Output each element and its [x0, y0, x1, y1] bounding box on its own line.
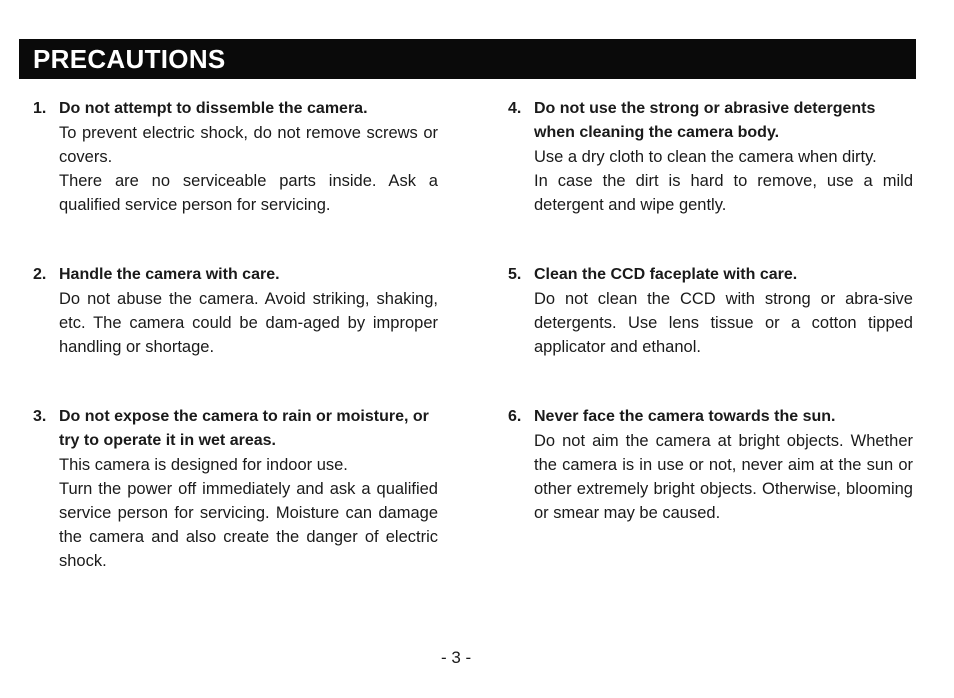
- precaution-item-3: [33, 405, 438, 573]
- page-title: PRECAUTIONS: [33, 44, 226, 74]
- left-column: [33, 97, 438, 573]
- item-heading: Do not attempt to dissemble the camera.: [59, 100, 368, 117]
- precaution-item-2: [33, 263, 438, 359]
- item-body: This camera is designed for indoor use.: [59, 456, 348, 474]
- item-number: 1.: [33, 100, 47, 117]
- precaution-item-4: [508, 97, 913, 217]
- page-number: - 3 -: [441, 648, 472, 667]
- precaution-item-1: [33, 97, 438, 217]
- item-body: Do not aim the camera at bright objects. Whether the camera is in use or not, never aim at the sun or other extremely bright objects. Otherwise, blooming or smear may be caused.: [534, 432, 913, 522]
- item-body: Do not abuse the camera. Avoid striking, shaking, etc. The camera could be dam-aged by improper handling or shortage.: [59, 290, 438, 356]
- item-body: To prevent electric shock, do not remove screws or covers.: [59, 124, 438, 166]
- item-heading: Handle the camera with care.: [59, 266, 280, 283]
- item-body: There are no serviceable parts inside. Ask a qualified service person for servicing.: [59, 172, 438, 214]
- precaution-item-5: [508, 263, 913, 359]
- item-heading: Clean the CCD faceplate with care.: [534, 266, 798, 283]
- item-heading: Never face the camera towards the sun.: [534, 408, 836, 425]
- right-column: [508, 97, 913, 525]
- item-body: Turn the power off immediately and ask a qualified service person for servicing. Moisture can damage the camera and also create the danger of electric shock.: [59, 480, 438, 570]
- item-heading: Do not use the strong or abrasive detergents when cleaning the camera body.: [534, 100, 876, 141]
- item-body: Use a dry cloth to clean the camera when dirty.: [534, 148, 877, 166]
- precaution-item-6: [508, 405, 913, 525]
- section-banner: [19, 39, 916, 79]
- item-number: 2.: [33, 266, 47, 283]
- item-number: 5.: [508, 266, 522, 283]
- item-number: 6.: [508, 408, 522, 425]
- item-number: 3.: [33, 408, 47, 425]
- item-number: 4.: [508, 100, 522, 117]
- item-body: In case the dirt is hard to remove, use a mild detergent and wipe gently.: [534, 172, 913, 214]
- item-heading: Do not expose the camera to rain or moisture, or try to operate it in wet areas.: [59, 408, 429, 449]
- item-body: Do not clean the CCD with strong or abra-sive detergents. Use lens tissue or a cotton tipped applicator and ethanol.: [534, 290, 913, 356]
